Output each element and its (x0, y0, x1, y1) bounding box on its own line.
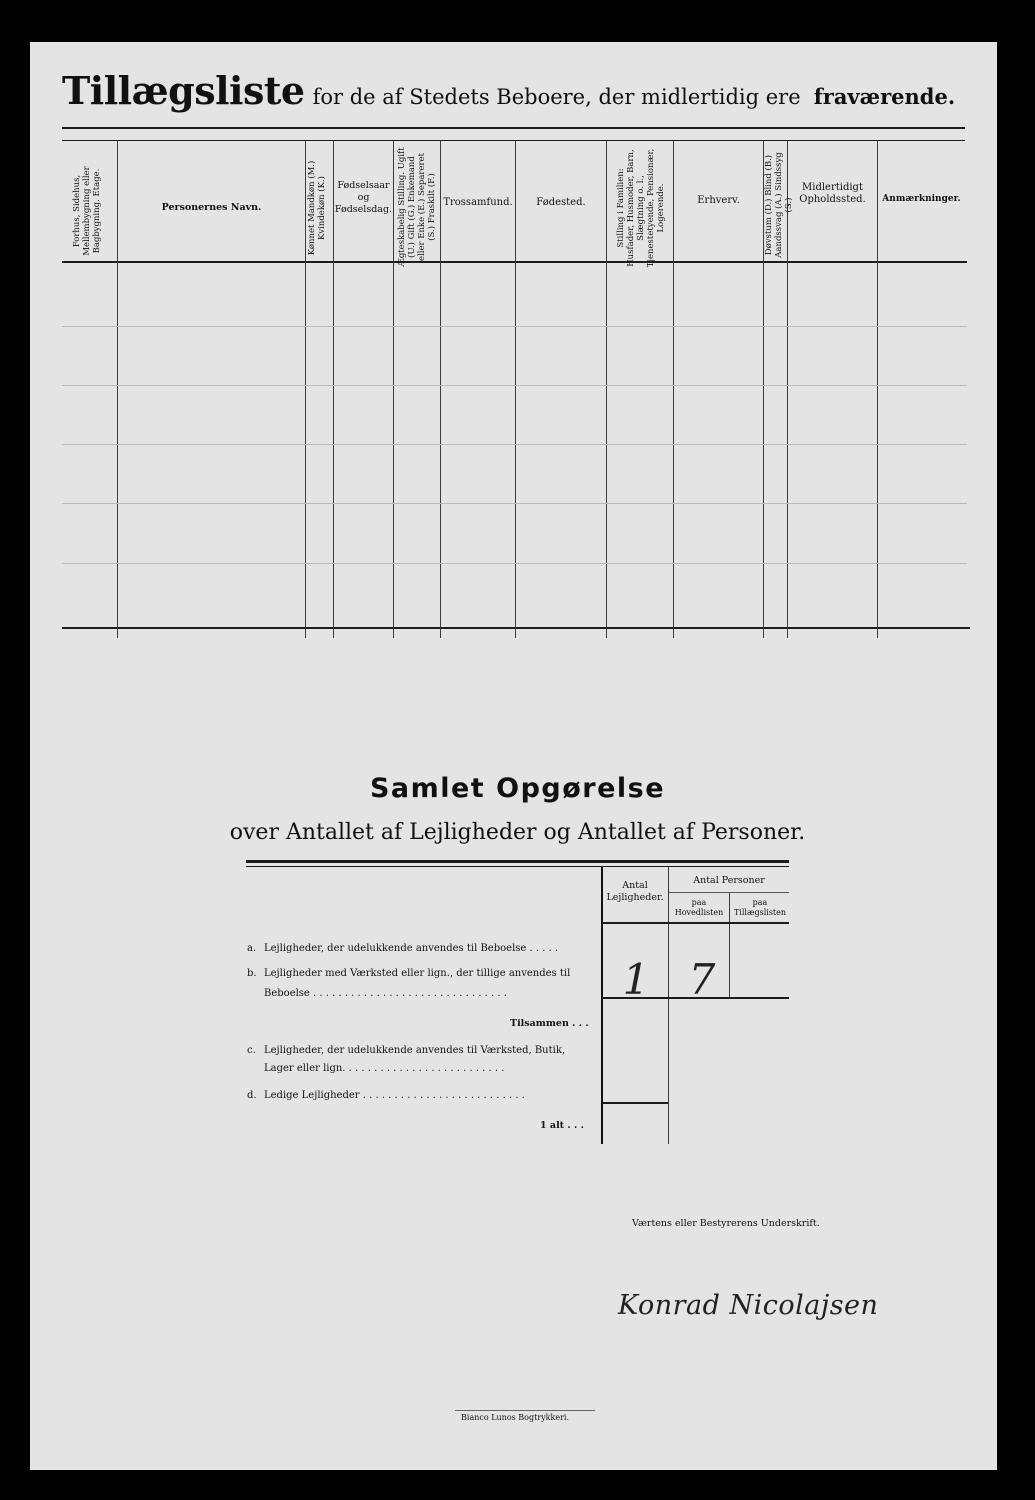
table-header-top-rule (62, 140, 965, 141)
header-temp-residence: Midlertidigt Opholdssted. (799, 182, 866, 205)
title-rest: for de af Stedets Beboere, der midlertidig ere (312, 85, 801, 109)
title-emphasis: fraværende. (813, 84, 956, 109)
summary-total-rule (602, 1102, 668, 1104)
printer-imprint: Bianco Lunos Bogtrykkeri. (461, 1413, 570, 1422)
row-b-text-cont: Beboelse . . . . . . . . . . . . . . . . . . . . . . . . . . . . . . . (264, 988, 507, 999)
summary-header-apartments: Antal Lejligheder. (606, 880, 664, 903)
header-name: Personernes Navn. (161, 202, 262, 213)
row-line (62, 503, 967, 504)
row-b-letter: b. (247, 968, 257, 979)
handwritten-apartments-value: 1 (622, 955, 650, 1004)
summary-header-supp-list: paa Tillægslisten (733, 898, 787, 917)
header-location: Forhus, Sidehus, Mellembygning eller Bagbygning. Etage. (72, 166, 102, 256)
row-d-text: Ledige Lejligheder . . . . . . . . . . . . . . . . . . . . . . . . . . (264, 1090, 525, 1101)
table-bottom-rule (62, 627, 970, 629)
header-deaf-blind: Døvstum (D.) Blind (B.) Aandssvag (A.) Sindssyg (S.) (764, 152, 794, 258)
row-line (62, 444, 967, 445)
summary-top-rule-thin (246, 866, 789, 867)
summary-title: Samlet Opgørelse (369, 773, 666, 804)
summary-header-main-list: paa Hovedlisten (674, 898, 724, 917)
header-occupation: Erhverv. (697, 195, 740, 206)
header-remarks: Anmærkninger. (882, 194, 961, 204)
summary-top-rule (246, 860, 789, 863)
document-page (30, 42, 997, 1470)
row-line (62, 326, 967, 327)
printer-rule (455, 1410, 595, 1411)
row-a-text: Lejligheder, der udelukkende anvendes til Beboelse . . . . . (264, 943, 559, 954)
row-d-letter: d. (247, 1090, 257, 1101)
header-sex: Kønnet Mandkøn (M.) Kvindekøn (K.) (307, 160, 327, 256)
header-birth: Fødselsaar og Fødselsdag. (334, 180, 393, 215)
row-a-letter: a. (247, 943, 257, 954)
handwritten-signature: Konrad Nicolajsen (618, 1290, 879, 1321)
form-title (62, 68, 962, 113)
summary-header-bottom-rule (602, 922, 789, 924)
row-b-text: Lejligheder med Værksted eller lign., der tillige anvendes til (264, 968, 571, 979)
summary-subheader-rule (669, 892, 789, 893)
row-together: Tilsammen . . . (510, 1018, 589, 1029)
summary-header-persons: Antal Personer (693, 875, 765, 886)
handwritten-persons-value: 7 (688, 955, 716, 1004)
summary-subtitle: over Antallet af Lejligheder og Antallet af Personer. (229, 820, 806, 845)
row-c-letter: c. (247, 1045, 256, 1056)
summary-col-sep (729, 893, 730, 998)
signature-label: Værtens eller Bestyrerens Underskrift. (632, 1218, 820, 1229)
row-c-text: Lejligheder, der udelukkende anvendes til Værksted, Butik, (264, 1045, 566, 1056)
title-main: Tillægsliste (62, 68, 305, 113)
row-total: 1 alt . . . (540, 1120, 584, 1131)
header-marital: Ægteskabelig Stilling. Ugift (U.) Gift (G.) Enkemand eller Enke (E.) Separeret (S.) Fraskilt (F.) (397, 147, 437, 267)
row-c-text-cont: Lager eller lign. . . . . . . . . . . . . . . . . . . . . . . . . . (264, 1063, 505, 1074)
table-top-rule (62, 127, 965, 129)
header-family: Stilling i Familien: Husfader, Husmoder, Barn, Slægtning o. l., Tjenestetyende, Pensionær, Logerende. (616, 148, 666, 268)
header-religion: Trossamfund. (443, 197, 513, 208)
row-line (62, 563, 967, 564)
summary-col-sep (668, 867, 669, 1144)
row-line (62, 385, 967, 386)
header-birthplace: Fødested. (536, 197, 586, 208)
